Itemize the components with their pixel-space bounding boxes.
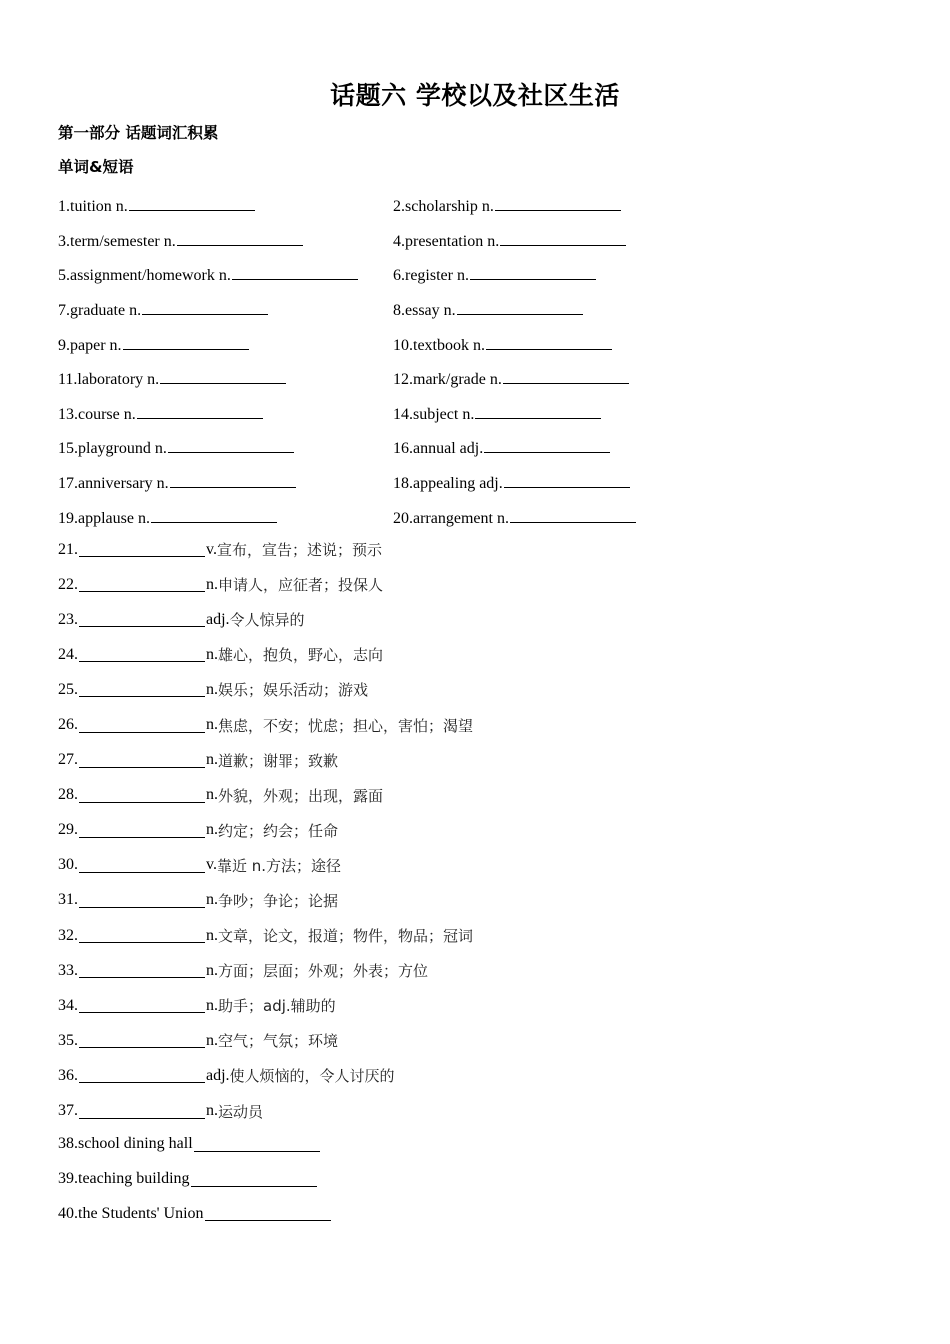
item-number: 36. [58, 1066, 78, 1084]
answer-blank[interactable] [191, 1172, 317, 1187]
vocab-word: 12.mark/grade n. [393, 371, 502, 389]
answer-blank[interactable] [137, 404, 263, 419]
part-of-speech: v. [206, 856, 217, 874]
item-number: 31. [58, 891, 78, 909]
answer-blank[interactable] [79, 963, 205, 978]
answer-blank[interactable] [79, 1068, 205, 1083]
fill-item [58, 602, 918, 637]
fill-item [58, 1094, 918, 1129]
item-number: 29. [58, 821, 78, 839]
answer-blank[interactable] [457, 300, 583, 315]
meaning-text: 运动员 [218, 1102, 264, 1121]
fill-item [58, 988, 918, 1023]
meaning-text: 道歉；谢罪；致歉 [218, 751, 339, 770]
vocab-item [393, 508, 637, 528]
fill-item [58, 1058, 918, 1093]
part-of-speech: n. [206, 751, 218, 769]
vocab-word: 1.tuition n. [58, 198, 128, 216]
item-number: 34. [58, 996, 78, 1014]
vocab-row [58, 293, 918, 328]
fill-item [58, 707, 918, 742]
vocab-row [58, 327, 918, 362]
meaning-text: 申请人，应征者；投保人 [218, 576, 384, 595]
answer-blank[interactable] [194, 1137, 320, 1152]
vocab-item [393, 300, 584, 320]
vocab-word: 3.term/semester n. [58, 232, 176, 250]
answer-blank[interactable] [79, 1033, 205, 1048]
fill-item [58, 1023, 918, 1058]
vocab-word: 6.register n. [393, 267, 469, 285]
part-of-speech: adj. [206, 610, 230, 628]
vocab-item [58, 335, 393, 355]
fill-item [58, 778, 918, 813]
item-number: 30. [58, 856, 78, 874]
meaning-text: 焦虑，不安；忧虑；担心，害怕；渴望 [218, 716, 474, 735]
vocab-item [58, 508, 393, 528]
answer-blank[interactable] [177, 231, 303, 246]
vocab-word: 2.scholarship n. [393, 198, 494, 216]
answer-blank[interactable] [79, 788, 205, 803]
fill-item [58, 532, 918, 567]
vocab-row [58, 431, 918, 466]
vocab-pairs [58, 189, 918, 535]
answer-blank[interactable] [470, 265, 596, 280]
vocab-row [58, 362, 918, 397]
answer-blank[interactable] [160, 369, 286, 384]
item-number: 21. [58, 540, 78, 558]
part-of-speech: n. [206, 961, 218, 979]
answer-blank[interactable] [142, 300, 268, 315]
meaning-text: 娱乐；娱乐活动；游戏 [218, 681, 369, 700]
vocab-item [393, 335, 613, 355]
answer-blank[interactable] [510, 508, 636, 523]
vocab-word: 15.playground n. [58, 440, 167, 458]
vocab-item [393, 196, 622, 216]
meaning-text: 令人惊异的 [229, 611, 305, 630]
subsection-heading: 单词&短语 [58, 158, 134, 176]
vocab-row [58, 500, 918, 535]
vocab-word: 10.textbook n. [393, 336, 485, 354]
meaning-text: 文章，论文，报道；物件，物品；冠词 [218, 927, 474, 946]
meaning-text: 外貌，外观；出现，露面 [218, 786, 384, 805]
answer-blank[interactable] [79, 542, 205, 557]
vocab-item [58, 404, 393, 424]
fill-in-list [58, 532, 918, 1129]
part-of-speech: n. [206, 786, 218, 804]
vocab-item [58, 300, 393, 320]
vocab-row [58, 258, 918, 293]
phrase-item [58, 1162, 332, 1197]
part-of-speech: n. [206, 716, 218, 734]
item-number: 37. [58, 1102, 78, 1120]
phrase-item [58, 1127, 332, 1162]
part-of-speech: v. [206, 540, 217, 558]
vocab-item [58, 196, 393, 216]
part-of-speech: adj. [206, 1066, 230, 1084]
vocab-item [58, 473, 393, 493]
part-of-speech: n. [206, 926, 218, 944]
answer-blank[interactable] [79, 682, 205, 697]
answer-blank[interactable] [79, 928, 205, 943]
meaning-text: 方面；层面；外观；外表；方位 [218, 962, 429, 981]
vocab-item [393, 231, 627, 251]
vocab-word: 7.graduate n. [58, 302, 142, 320]
part-of-speech: n. [206, 680, 218, 698]
phrase-text: 40.the Students' Union [58, 1204, 204, 1222]
phrase-text: 39.teaching building [58, 1170, 190, 1188]
vocab-word: 20.arrangement n. [393, 509, 509, 527]
vocab-row [58, 397, 918, 432]
item-number: 22. [58, 575, 78, 593]
fill-item [58, 637, 918, 672]
answer-blank[interactable] [79, 858, 205, 873]
vocab-item [393, 369, 630, 389]
phrase-item [58, 1197, 332, 1232]
fill-item [58, 883, 918, 918]
phrase-text: 38.school dining hall [58, 1135, 193, 1153]
vocab-item [58, 369, 393, 389]
answer-blank[interactable] [205, 1206, 331, 1221]
answer-blank[interactable] [232, 265, 358, 280]
answer-blank[interactable] [486, 335, 612, 350]
answer-blank[interactable] [484, 438, 610, 453]
vocab-word: 18.appealing adj. [393, 475, 503, 493]
meaning-text: 约定；约会；任命 [218, 821, 339, 840]
fill-item [58, 918, 918, 953]
vocab-word: 11.laboratory n. [58, 371, 160, 389]
fill-item [58, 813, 918, 848]
vocab-row [58, 224, 918, 259]
fill-item [58, 848, 918, 883]
answer-blank[interactable] [79, 753, 205, 768]
vocab-item [58, 265, 393, 285]
phrase-list [58, 1127, 332, 1231]
answer-blank[interactable] [79, 577, 205, 592]
answer-blank[interactable] [168, 438, 294, 453]
page-title: 话题六 学校以及社区生活 [330, 81, 620, 110]
answer-blank[interactable] [79, 1104, 205, 1119]
vocab-row [58, 466, 918, 501]
vocab-word: 4.presentation n. [393, 232, 500, 250]
vocab-word: 13.course n. [58, 405, 136, 423]
fill-item [58, 743, 918, 778]
meaning-text: 宣布，宣告；述说；预示 [216, 541, 382, 560]
vocab-item [393, 265, 597, 285]
item-number: 28. [58, 786, 78, 804]
answer-blank[interactable] [503, 369, 629, 384]
section-heading: 第一部分 话题词汇积累 [58, 124, 219, 142]
meaning-text: 靠近 n.方法；途径 [216, 856, 342, 875]
vocab-word: 9.paper n. [58, 336, 122, 354]
part-of-speech: n. [206, 821, 218, 839]
answer-blank[interactable] [475, 404, 601, 419]
item-number: 24. [58, 645, 78, 663]
part-of-speech: n. [206, 575, 218, 593]
vocab-word: 16.annual adj. [393, 440, 484, 458]
fill-item [58, 672, 918, 707]
part-of-speech: n. [206, 1102, 218, 1120]
item-number: 33. [58, 961, 78, 979]
answer-blank[interactable] [79, 998, 205, 1013]
vocab-word: 8.essay n. [393, 302, 456, 320]
part-of-speech: n. [206, 891, 218, 909]
item-number: 27. [58, 751, 78, 769]
answer-blank[interactable] [123, 335, 249, 350]
vocab-word: 5.assignment/homework n. [58, 267, 231, 285]
vocab-item [58, 438, 393, 458]
answer-blank[interactable] [79, 647, 205, 662]
answer-blank[interactable] [79, 823, 205, 838]
meaning-text: 雄心，抱负，野心，志向 [218, 646, 384, 665]
answer-blank[interactable] [129, 196, 255, 211]
part-of-speech: n. [206, 996, 218, 1014]
answer-blank[interactable] [495, 196, 621, 211]
vocab-word: 19.applause n. [58, 509, 150, 527]
answer-blank[interactable] [170, 473, 296, 488]
vocab-word: 14.subject n. [393, 405, 475, 423]
vocab-item [393, 438, 611, 458]
item-number: 25. [58, 680, 78, 698]
answer-blank[interactable] [151, 508, 277, 523]
meaning-text: 助手；adj.辅助的 [218, 997, 336, 1016]
item-number: 26. [58, 716, 78, 734]
vocab-item [393, 404, 602, 424]
answer-blank[interactable] [79, 893, 205, 908]
meaning-text: 空气；气氛；环境 [218, 1032, 339, 1051]
answer-blank[interactable] [79, 718, 205, 733]
meaning-text: 使人烦恼的，令人讨厌的 [229, 1067, 395, 1086]
fill-item [58, 567, 918, 602]
answer-blank[interactable] [504, 473, 630, 488]
part-of-speech: n. [206, 645, 218, 663]
item-number: 35. [58, 1031, 78, 1049]
meaning-text: 争吵；争论；论据 [218, 891, 339, 910]
part-of-speech: n. [206, 1031, 218, 1049]
vocab-row [58, 189, 918, 224]
answer-blank[interactable] [500, 231, 626, 246]
item-number: 32. [58, 926, 78, 944]
vocab-word: 17.anniversary n. [58, 475, 169, 493]
vocab-item [58, 231, 393, 251]
answer-blank[interactable] [79, 612, 205, 627]
vocab-item [393, 473, 631, 493]
fill-item [58, 953, 918, 988]
item-number: 23. [58, 610, 78, 628]
